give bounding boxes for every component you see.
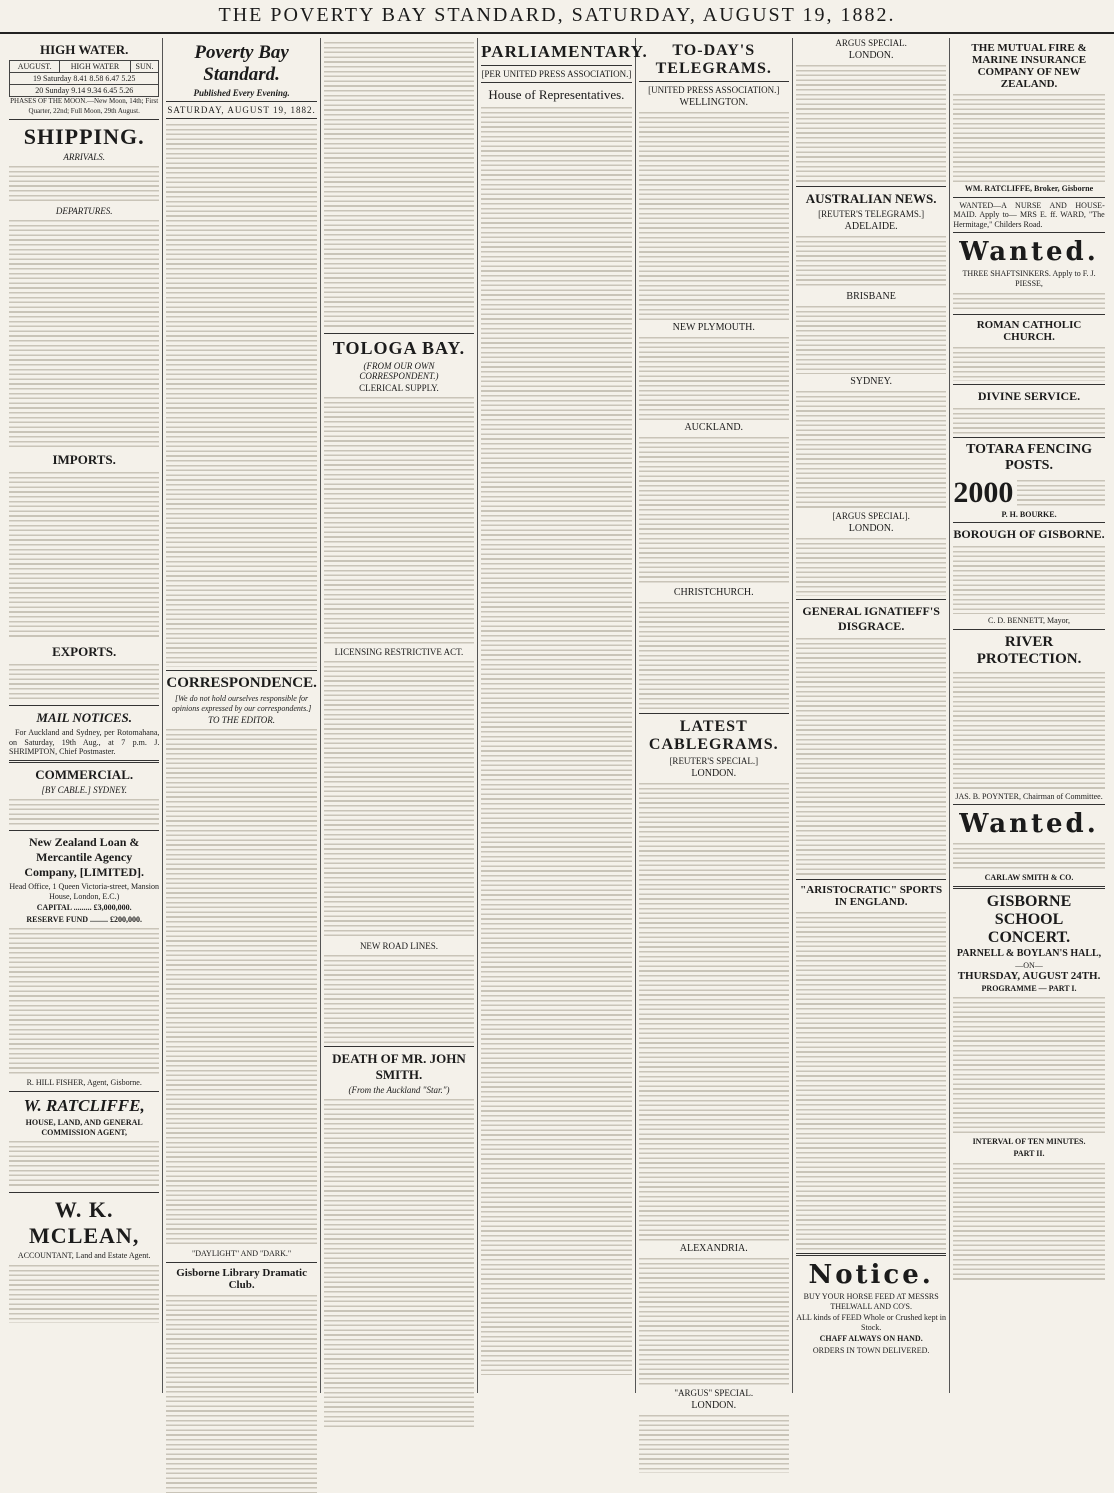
dramatic-club-heading: Gisborne Library Dramatic Club. [176,1266,307,1291]
auckland-heading: AUCKLAND. [684,422,744,433]
press-association: [PER UNITED PRESS ASSOCIATION.] [481,69,632,79]
argus-special-2: [ARGUS SPECIAL]. [832,511,910,521]
column-3 [321,38,478,1393]
reserve-fund: RESERVE FUND ......... £200,000. [26,914,143,924]
tide-row: 20 Sunday 9.14 9.34 6.45 5.26 [10,85,159,97]
exports-heading: EXPORTS. [52,644,117,660]
divine-heading: DIVINE SERVICE. [977,388,1081,403]
totara-heading: TOTARA FENCING POSTS. [966,441,1092,473]
column-4 [478,38,648,1393]
united-press: [UNITED PRESS ASSOCIATION.] [648,85,780,95]
masthead: THE POVERTY BAY STANDARD, SATURDAY, AUGUST 19, 1882. [0,0,1114,34]
bourke-signature: P. H. BOURKE. [1001,509,1057,519]
issue-date: SATURDAY, AUGUST 19, 1882. [167,105,316,115]
mclean-ad: W. K. MCLEAN, [29,1197,140,1249]
poynter-chairman: JAS. B. POYNTER, Chairman of Committee. [955,791,1103,801]
departures-heading: DEPARTURES. [55,206,113,217]
brisbane-heading: BRISBANE [846,291,896,302]
notice-text: BUY YOUR HORSE FEED AT MESSRS THELWALL AND CO'S. [803,1292,939,1311]
interval-line: INTERVAL OF TEN MINUTES. [972,1137,1086,1147]
cablegrams-heading: LATEST CABLEGRAMS. [648,718,779,753]
orders-line: ORDERS IN TOWN DELIVERED. [812,1345,930,1355]
plymouth-heading: NEW PLYMOUTH. [672,322,755,333]
programme-heading: PROGRAMME — PART I. [981,983,1077,993]
wellington-heading: WELLINGTON. [679,97,748,108]
alexandria-heading: ALEXANDRIA. [679,1243,748,1254]
mutual-heading: THE MUTUAL FIRE & MARINE INSURANCE COMPANY OF NEW ZEALAND. [971,42,1087,90]
part2-heading: PART II. [1013,1148,1045,1158]
wanted-heading: Wanted. [959,237,1099,268]
tologa-sub: (FROM OUR OWN CORRESPONDENT.) [359,361,439,381]
telegrams-heading: TO-DAY'S TELEGRAMS. [655,42,772,77]
tide-head-date: AUGUST. [10,61,60,73]
loan-office: Head Office, 1 Queen Victoria-street, Mansion House, London, E.C.) [9,881,159,901]
mail-text: For Auckland and Sydney, per Rotomahana, on Saturday, 19th Aug., at 7 p.m. J. SHRIMPTON, Chief Postmaster. [9,728,160,757]
wanted-nurse: WANTED—A NURSE AND HOUSE-MAID. Apply to— MRS E. ff. WARD, "The Hermitage," Childers Road. [953,200,1105,229]
notice-sub: ALL kinds of FEED Whole or Crushed kept in Stock. [796,1313,947,1332]
totara-number: 2000 [953,475,1014,509]
by-cable: [BY CABLE.] SYDNEY. [41,784,128,795]
london2-heading: LONDON. [691,1400,737,1411]
column-6 [793,38,950,1393]
chaff-line: CHAFF ALWAYS ON HAND. [819,1334,923,1344]
concert-heading: GISBORNE SCHOOL CONCERT. [986,892,1072,946]
clerical-heading: CLERICAL SUPPLY. [359,383,439,393]
tide-row: 19 Saturday 8.41 8.58 6.47 5.25 [10,73,159,85]
correspondence-heading: CORRESPONDENCE. [166,675,317,691]
aristocratic-heading: "ARISTOCRATIC" SPORTS IN ENGLAND. [800,884,943,908]
london-heading: LONDON. [848,50,894,61]
argus-heading: ARGUS SPECIAL. [835,38,907,48]
christchurch-heading: CHRISTCHURCH. [673,587,754,598]
concert-on: —ON— [1015,960,1043,970]
argus-special: "ARGUS" SPECIAL. [674,1388,754,1398]
fisher-agent: R. HILL FISHER, Agent, Gisborne. [26,1078,142,1088]
ratcliffe-sub: HOUSE, LAND, AND GENERAL COMMISSION AGENT, [25,1117,143,1137]
london-heading: LONDON. [691,768,737,779]
arrivals-heading: ARRIVALS. [63,152,105,163]
correspondence-note: [We do not hold ourselves responsible for opinions expressed by our correspondents.] [171,694,312,713]
house-heading: House of Representatives. [488,87,625,102]
column-5 [636,38,793,1411]
imports-heading: IMPORTS. [52,452,116,468]
mclean-sub: ACCOUNTANT, Land and Estate Agent. [17,1251,151,1261]
tide-head-sun: SUN. [130,61,159,73]
ratcliffe-ad: W. RATCLIFFE, [23,1095,145,1115]
published-line: Published Every Evening. [193,88,290,98]
river-heading: RIVER PROTECTION. [976,633,1082,667]
tide-head-water: HIGH WATER [60,61,130,73]
concert-date: THURSDAY, AUGUST 24TH. [957,970,1101,983]
carlaw-smith: CARLAW SMITH & CO. [984,873,1074,883]
london2-heading: LONDON. [848,523,894,534]
mail-heading: MAIL NOTICES. [36,710,132,726]
commercial-heading: COMMERCIAL. [35,766,134,782]
bennett-mayor: C. D. BENNETT, Mayor, [988,616,1071,626]
ratcliffe-broker: WM. RATCLIFFE, Broker, Gisborne [964,184,1094,193]
death-sub: (From the Auckland "Star.") [348,1085,450,1095]
wanted-shaftsinkers: THREE SHAFTSINKERS. Apply to F. J. PIESSE, [962,269,1096,288]
loan-agency-title: New Zealand Loan & Mercantile Agency Company, [LIMITED]. [24,834,145,879]
column-2 [163,38,320,1393]
borough-heading: BOROUGH OF GISBORNE. [953,527,1105,542]
moon-phases: PHASES OF THE MOON.—New Moon, 14th; First Quarter, 22nd; Full Moon, 29th August. [10,97,159,115]
newspaper-columns [6,38,1108,1411]
column-1 [6,38,163,1393]
parliamentary-heading: PARLIAMENTARY. [481,42,648,61]
tologa-heading: TOLOGA BAY. [332,338,466,358]
reuter-special: [REUTER'S SPECIAL.] [669,756,759,766]
letter-signature: "DAYLIGHT" AND "DARK." [191,1249,292,1259]
reuters-telegrams: [REUTER'S TELEGRAMS.] [818,209,925,219]
tide-title: HIGH WATER. [40,42,129,57]
wanted-boy-heading: Wanted. [959,809,1099,840]
roads-heading: NEW ROAD LINES. [359,941,439,951]
tide-table [9,60,159,97]
australian-news-heading: AUSTRALIAN NEWS. [805,191,937,206]
shipping-heading: SHIPPING. [23,124,145,150]
capital: CAPITAL ......... £3,000,000. [36,903,132,913]
newspaper-title: Poverty Bay Standard. [194,42,289,85]
licensing-heading: LICENSING RESTRICTIVE ACT. [334,647,464,657]
ignatieff-heading: GENERAL IGNATIEFF'S DISGRACE. [802,604,940,633]
notice-heading: Notice. [808,1260,934,1290]
death-heading: DEATH OF MR. JOHN SMITH. [332,1051,466,1082]
catholic-heading: ROMAN CATHOLIC CHURCH. [976,318,1082,343]
sydney-heading: SYDNEY. [850,376,893,387]
to-the-editor: TO THE EDITOR. [208,715,276,726]
concert-venue: PARNELL & BOYLAN'S HALL, [956,947,1102,959]
adelaide-heading: ADELAIDE. [844,221,898,232]
column-7 [950,38,1107,1393]
